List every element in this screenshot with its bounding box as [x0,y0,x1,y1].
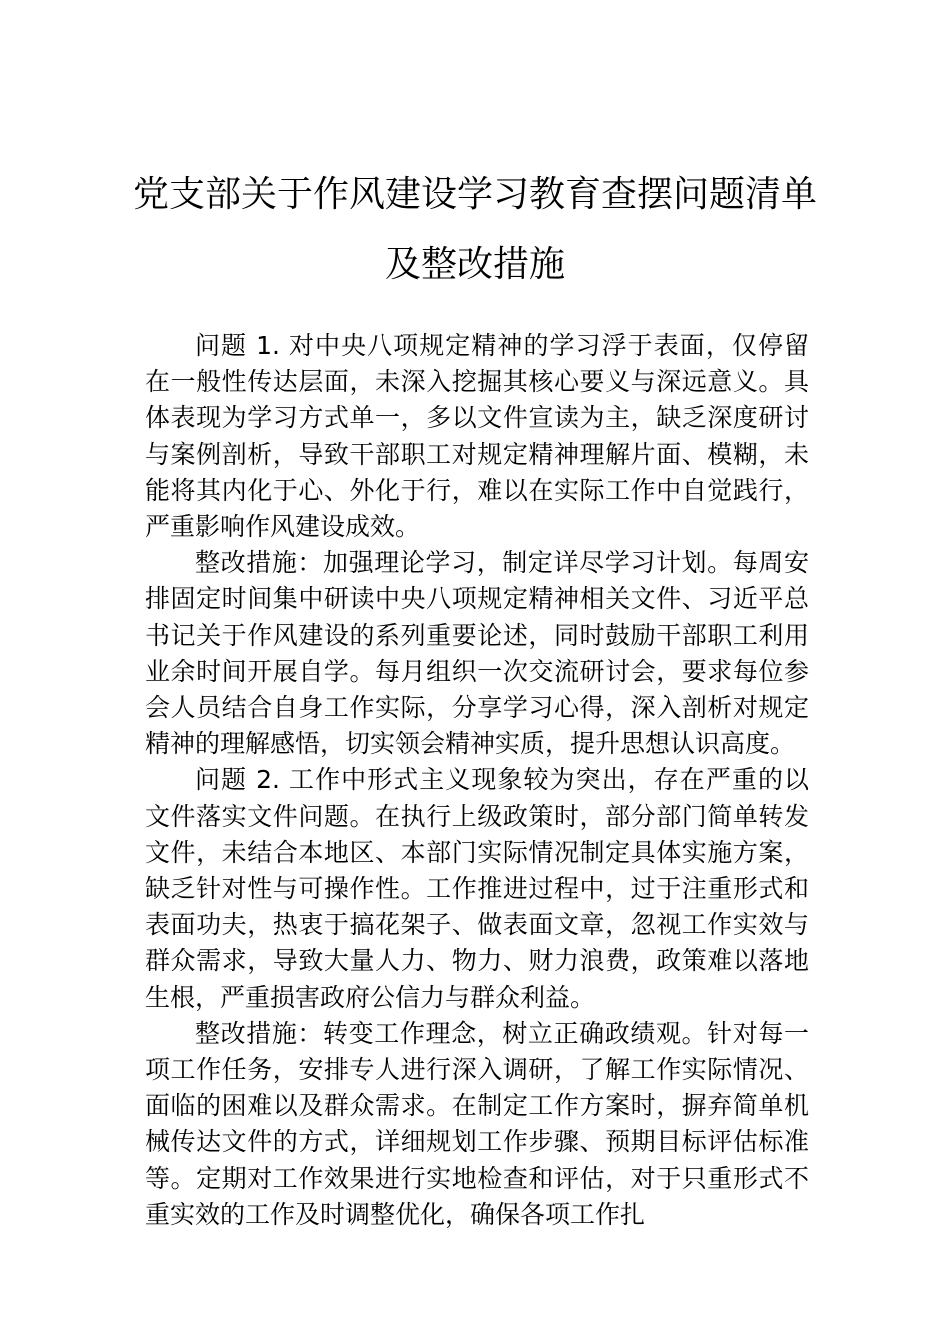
paragraph-problem-2: 问题 2. 工作中形式主义现象较为突出，存在严重的以文件落实文件问题。在执行上级政策时，部分部门简单转发文件，未结合本地区、本部门实际情况制定具体实施方案，缺乏针对性与可操作性。工作推进过程中，过于注重形式和表面功夫，热衷于搞花架子、做表面文章，忽视工作实效与群众需求，导致大量人力、物力、财力浪费，政策难以落地生根，严重损害政府公信力与群众利益。 [145,765,809,1012]
paragraph-problem-1: 问题 1. 对中央八项规定精神的学习浮于表面，仅停留在一般性传达层面，未深入挖掘其核心要义与深远意义。具体表现为学习方式单一，多以文件宣读为主，缺乏深度研讨与案例剖析，导致干部职工对规定精神理解片面、模糊，未能将其内化于心、外化于行，难以在实际工作中自觉践行，严重影响作风建设成效。 [145,331,809,542]
paragraph-measure-1: 整改措施：加强理论学习，制定详尽学习计划。每周安排固定时间集中研读中央八项规定精神相关文件、习近平总书记关于作风建设的系列重要论述，同时鼓励干部职工利用业余时间开展自学。每月组织一次交流研讨会，要求每位参会人员结合自身工作实际，分享学习心得，深入剖析对规定精神的理解感悟，切实领会精神实质，提升思想认识高度。 [145,548,809,759]
paragraph-measure-2: 整改措施：转变工作理念，树立正确政绩观。针对每一项工作任务，安排专人进行深入调研，了解工作实际情况、面临的困难以及群众需求。在制定工作方案时，摒弃简单机械传达文件的方式，详细规划工作步骤、预期目标评估标准等。定期对工作效果进行实地检查和评估，对于只重形式不重实效的工作及时调整优化，确保各项工作扎 [145,1018,809,1229]
document-body [145,328,809,1233]
document-title: 党支部关于作风建设学习教育查摆问题清单及整改措施 [132,174,817,285]
